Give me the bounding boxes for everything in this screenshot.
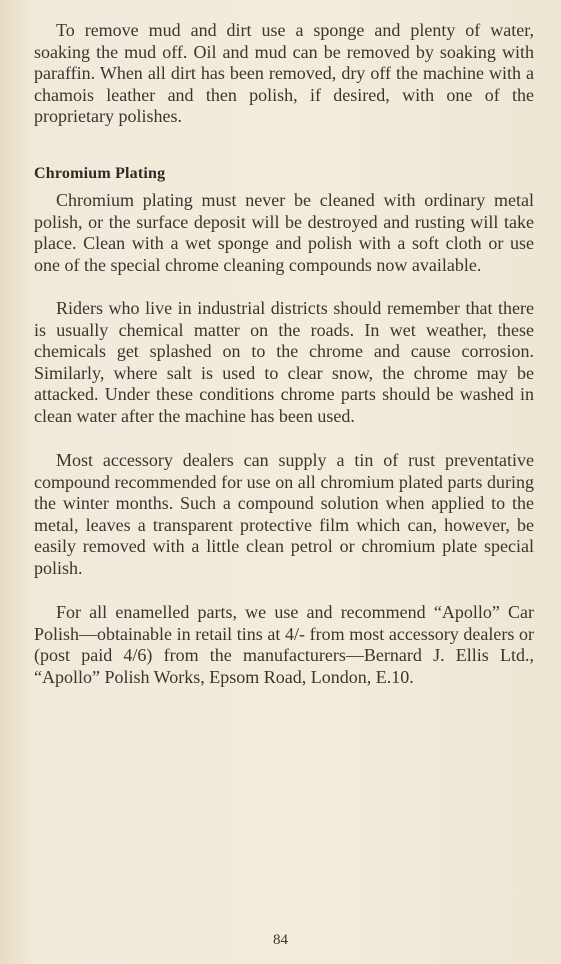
- intro-paragraph: To remove mud and dirt use a sponge and plenty of water, soaking the mud off. Oil and mud can be removed by soaking with paraffin. When all dirt has been removed, dry off the machine with a chamois leather and then polish, if desired, with one of the proprietary polishes.: [34, 20, 534, 126]
- paragraph-industrial-districts: Riders who live in industrial districts should remember that there is usually chemical matter on the roads. In wet weather, these chemicals get splashed on to the chrome and cause corrosion. Similarly, where salt is used to clear snow, the chrome may be attacked. Under these conditions chrome parts should be washed in clean water after the machine has been used.: [34, 298, 534, 426]
- section-heading: Chromium Plating: [34, 165, 166, 182]
- paragraph-enamelled-parts: For all enamelled parts, we use and recommend “Apollo” Car Polish—obtainable in retail tins at 4/- from most accessory dealers or (post paid 4/6) from the manufacturers—Bernard J. Ellis Ltd., “Apollo” Polish Works, Epsom Road, London, E.10.: [34, 602, 534, 687]
- page-number: 84: [273, 932, 288, 948]
- paragraph-chrome-cleaning: Chromium plating must never be cleaned with ordinary metal polish, or the surface deposit will be destroyed and rusting will take place. Clean with a wet sponge and polish with a soft cloth or use one of the special chrome cleaning compounds now available.: [34, 190, 534, 275]
- paragraph-rust-preventative: Most accessory dealers can supply a tin of rust preventative compound recommended for use on all chromium plated parts during the winter months. Such a compound solution when applied to the metal, leaves a transparent protective film which can, however, be easily removed with a little clean petrol or chromium plate special polish.: [34, 450, 534, 578]
